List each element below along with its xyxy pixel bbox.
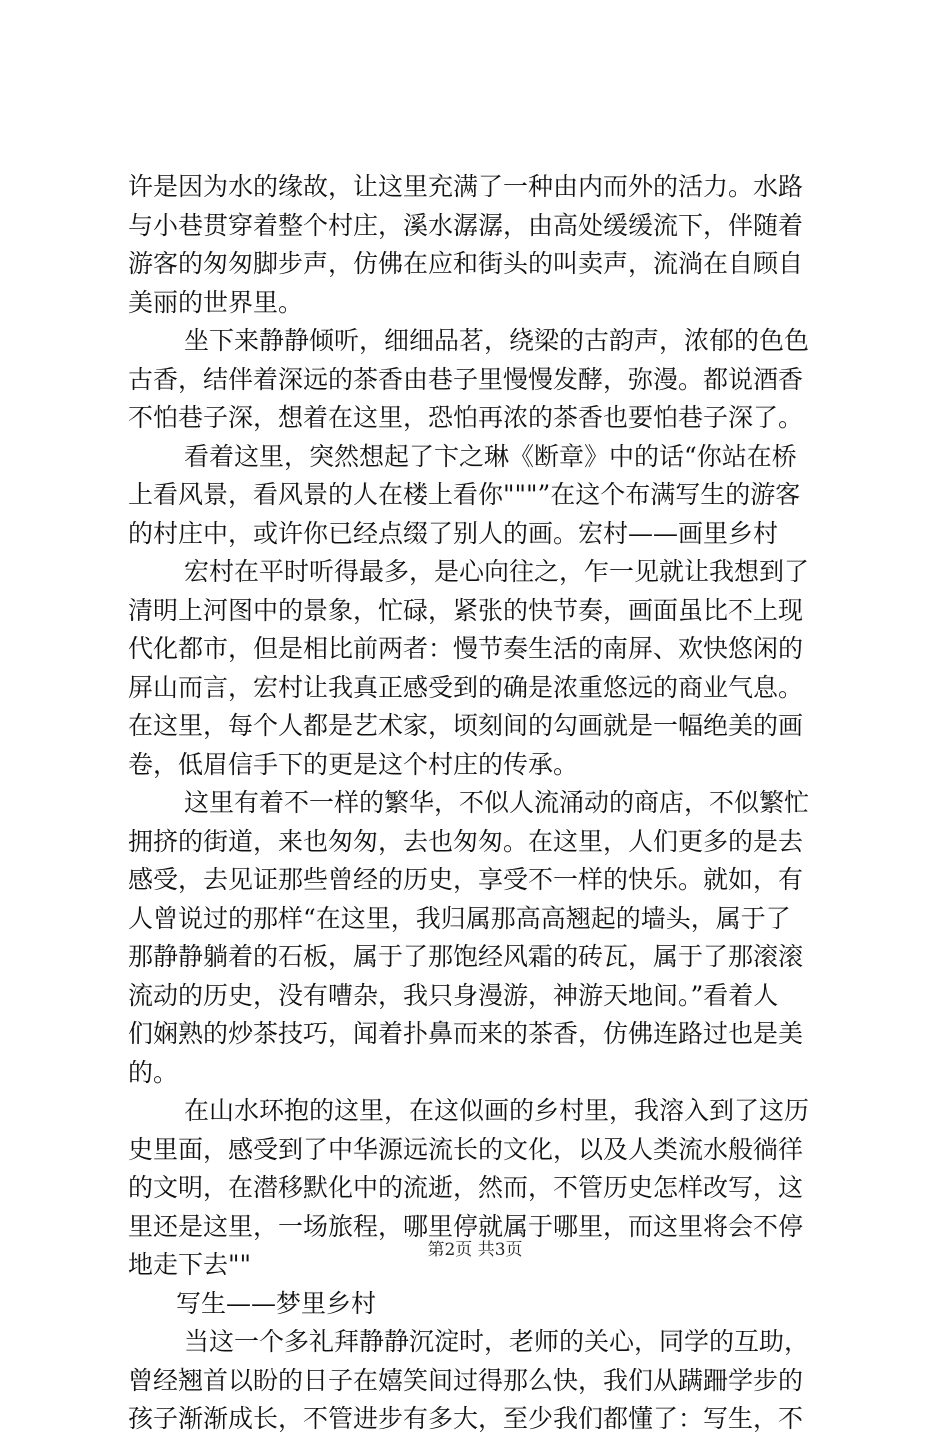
text-line: 代化都市，但是相比前两者：慢节奏生活的南屏、欢快悠闲的 xyxy=(128,634,804,663)
text-line: 流动的历史，没有嘈杂，我只身漫游，神游天地间。”看着人 xyxy=(128,980,779,1010)
text-line: 当这一个多礼拜静静沉淀时，老师的关心，同学的互助， xyxy=(184,1327,810,1356)
text-line: 地走下去"" xyxy=(128,1250,251,1279)
text-line: 里还是这里，一场旅程，哪里停就属于哪里，而这里将会不停 xyxy=(128,1211,804,1241)
text-line: 那静静躺着的石板，属于了那饱经风霜的砖瓦，属于了那滚滚 xyxy=(128,942,804,971)
text-line: 在山水环抱的这里，在这似画的乡村里，我溶入到了这历 xyxy=(184,1096,810,1125)
section-heading: 写生——梦里乡村 xyxy=(176,1288,377,1318)
text-line: 许是因为水的缘故，让这里充满了一种由内而外的活力。水路 xyxy=(128,172,804,201)
text-line: 拥挤的街道，来也匆匆，去也匆匆。在这里，人们更多的是去 xyxy=(128,826,804,856)
text-line: 宏村在平时听得最多，是心向往之，乍一见就让我想到了 xyxy=(184,557,810,586)
text-line: 们娴熟的炒茶技巧，闻着扑鼻而来的茶香，仿佛连路过也是美 xyxy=(128,1019,804,1048)
text-line: 上看风景，看风景的人在楼上看你"""”在这个布满写生的游客 xyxy=(128,480,801,509)
text-line: 看着这里，突然想起了卞之琳《断章》中的话“你站在桥 xyxy=(184,441,797,471)
text-line: 感受，去见证那些曾经的历史，享受不一样的快乐。就如，有 xyxy=(128,865,804,894)
text-line: 人曾说过的那样“在这里，我归属那高高翘起的墙头，属于了 xyxy=(128,903,791,933)
text-line: 与小巷贯穿着整个村庄，溪水潺潺，由高处缓缓流下，伴随着 xyxy=(128,210,804,240)
text-line: 在这里，每个人都是艺术家，顷刻间的勾画就是一幅绝美的画 xyxy=(128,711,804,740)
text-line: 美丽的世界里。 xyxy=(128,287,304,317)
text-line: 不怕巷子深，想着在这里，恐怕再浓的茶香也要怕巷子深了。 xyxy=(128,403,804,432)
text-line: 孩子渐渐成长，不管进步有多大，至少我们都懂了：写生，不 xyxy=(128,1404,804,1433)
text-line: 坐下来静静倾听，细细品茗，绕梁的古韵声，浓郁的色色 xyxy=(184,326,810,355)
text-line: 的村庄中，或许你已经点缀了别人的画。宏村——画里乡村 xyxy=(128,518,779,548)
text-line: 古香，结伴着深远的茶香由巷子里慢慢发酵，弥漫。都说酒香 xyxy=(128,364,804,394)
text-line: 的文明，在潜移默化中的流逝，然而，不管历史怎样改写，这 xyxy=(128,1173,804,1202)
text-line: 游客的匆匆脚步声，仿佛在应和街头的叫卖声，流淌在自顾自 xyxy=(128,249,804,278)
text-line: 屏山而言，宏村让我真正感受到的确是浓重悠远的商业气息。 xyxy=(128,672,804,702)
text-line: 卷，低眉信手下的更是这个村庄的传承。 xyxy=(128,749,579,779)
text-line: 史里面，感受到了中华源远流长的文化，以及人类流水般徜徉 xyxy=(128,1134,804,1164)
text-line: 这里有着不一样的繁华，不似人流涌动的商店，不似繁忙 xyxy=(184,788,810,817)
text-line: 清明上河图中的景象，忙碌，紧张的快节奏，画面虽比不上现 xyxy=(128,595,804,625)
page-number-footer: 第2页 共3页 xyxy=(427,1240,523,1260)
text-line: 的。 xyxy=(128,1057,179,1087)
text-line: 曾经翘首以盼的日子在嬉笑间过得那么快，我们从蹒跚学步的 xyxy=(128,1365,804,1395)
